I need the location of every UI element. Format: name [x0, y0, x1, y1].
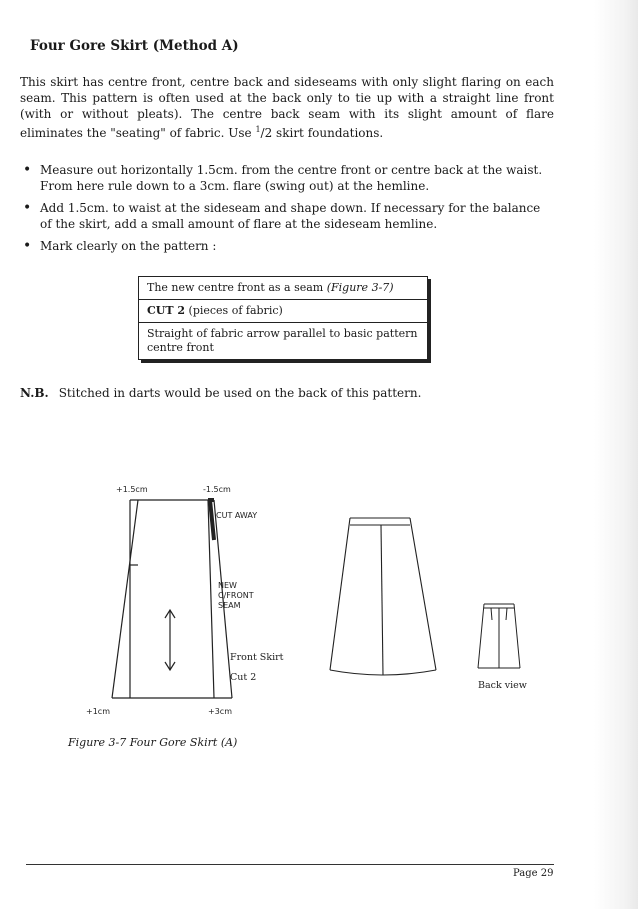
intro-text-b: skirt foundations.: [272, 126, 384, 140]
note-text: Stitched in darts would be used on the back of this pattern.: [58, 386, 422, 400]
note: [20, 386, 421, 400]
front-view-skirt: [330, 518, 436, 675]
box-row-cut: CUT 2 (pieces of fabric): [139, 300, 427, 323]
figure-reference: (Figure 3-7): [326, 281, 394, 294]
figure-3-7: [0, 470, 638, 760]
page-title: Four Gore Skirt (Method A): [30, 38, 239, 54]
bullet-icon: •: [23, 162, 32, 178]
list-item: • Add 1.5cm. to waist at the sideseam and shape down. If necessary for the balance of the skirt, add a small amount of flare at the sideseam hemline.: [23, 200, 541, 231]
instruction-list: [20, 162, 554, 260]
footer-divider: [26, 864, 554, 865]
label-bottom-left: +1cm: [86, 707, 110, 716]
page-number: Page 29: [513, 868, 554, 879]
box-row-grain: Straight of fabric arrow parallel to basic pattern centre front: [147, 327, 418, 354]
grain-arrow: [165, 610, 175, 670]
label-new-seam-1: NEW: [218, 581, 237, 590]
back-view-skirt: [478, 604, 520, 668]
box-row-centre-front: The new centre front as a seam (Figure 3-7): [139, 277, 427, 300]
label-new-seam-3: SEAM: [218, 601, 241, 610]
list-item: • Measure out horizontally 1.5cm. from the centre front or centre back at the waist. From here rule down to a 3cm. flare (swing out) at the hemline.: [23, 162, 543, 193]
fraction-numerator: 1: [255, 125, 261, 134]
label-back-view: Back view: [478, 680, 527, 691]
list-item: • Mark clearly on the pattern :: [23, 238, 217, 254]
note-label: N.B.: [20, 386, 49, 400]
pattern-piece: [112, 500, 232, 698]
bullet-icon: •: [23, 200, 32, 216]
intro-text-a: This skirt has centre front, centre back and sideseams with only slight flaring on each seam. This pattern is often used at the back only to tie up with a straight line front (with or without pleats). The centre back seam with its slight amount of flare eliminates the "seating" of fabric. Use: [20, 75, 554, 140]
page-edge-shadow: [594, 0, 638, 909]
label-top-left: +1.5cm: [116, 485, 148, 494]
fraction-denominator: /2: [260, 126, 273, 140]
label-top-right: -1.5cm: [203, 485, 231, 494]
label-new-seam-2: C/FRONT: [218, 591, 254, 600]
label-cut-2: Cut 2: [230, 672, 257, 683]
figure-caption: Figure 3-7 Four Gore Skirt (A): [68, 736, 238, 749]
intro-paragraph: [20, 74, 554, 141]
pattern-markings-box: [138, 276, 428, 360]
label-bottom-right: +3cm: [208, 707, 232, 716]
label-front-skirt: Front Skirt: [230, 652, 284, 663]
label-cut-away: CUT AWAY: [216, 511, 258, 520]
bullet-icon: •: [23, 238, 32, 254]
